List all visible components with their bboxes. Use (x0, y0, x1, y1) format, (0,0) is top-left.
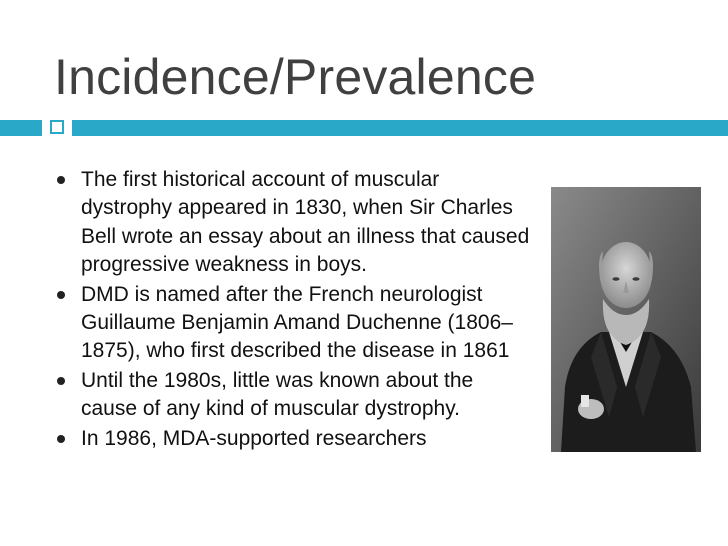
bullet-text: Until the 1980s, little was known about the cause of any kind of muscular dystrophy. (81, 368, 474, 421)
bullet-list (54, 166, 534, 454)
bullet-dot-icon (57, 176, 65, 184)
bullet-dot-icon (57, 291, 65, 299)
bullet-text: In 1986, MDA-supported researchers (81, 426, 427, 450)
bullet-item (54, 425, 534, 453)
bullet-dot-icon (57, 435, 65, 443)
bullet-item (54, 281, 534, 366)
portrait-photo (551, 187, 701, 452)
bullet-text: The first historical account of muscular dystrophy appeared in 1830, when Sir Charles Bell wrote an essay about an illness that caused progressive weakness in boys. (81, 168, 530, 277)
bullet-item (54, 166, 534, 280)
title-rule-right (72, 120, 728, 136)
bullet-item (54, 367, 534, 424)
portrait-illustration-icon (551, 187, 701, 452)
slide-title: Incidence/Prevalence (54, 49, 537, 105)
title-rule-left (0, 120, 42, 136)
title-rule-square (50, 120, 64, 134)
bullet-dot-icon (57, 377, 65, 385)
bullet-text: DMD is named after the French neurologist Guillaume Benjamin Amand Duchenne (1806–1875), who first described the disease in 1861 (81, 282, 513, 363)
